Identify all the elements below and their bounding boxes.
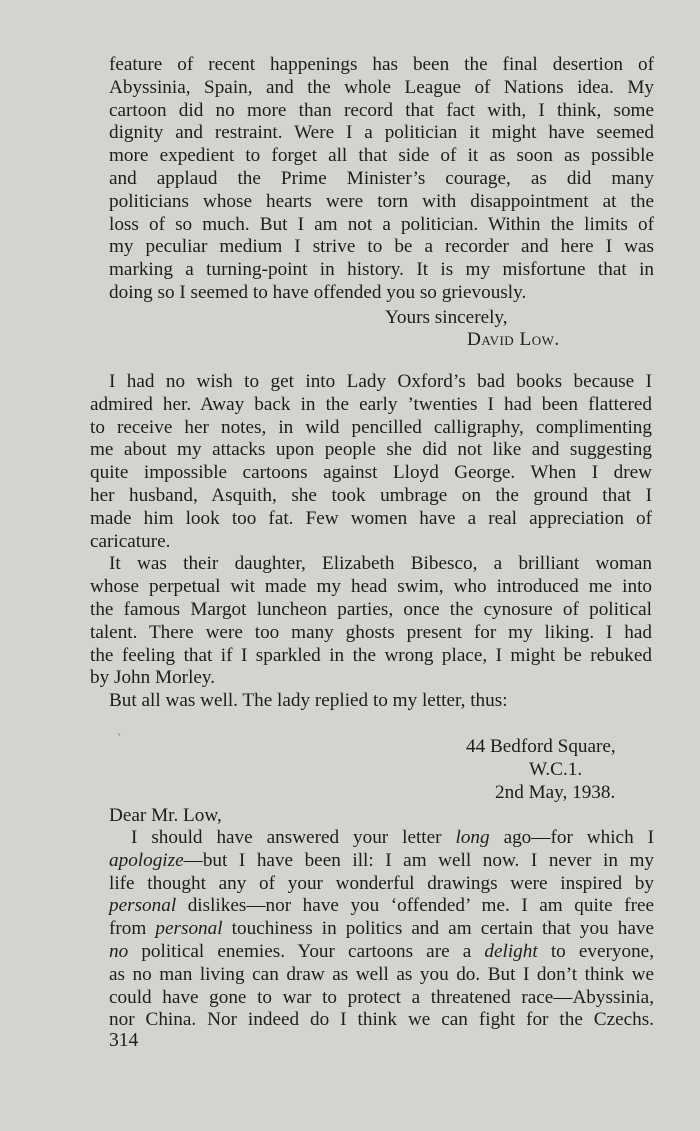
- text-line: could have gone to war to protect a threatened race—Abyssinia,: [109, 986, 654, 1008]
- text-line: life thought any of your wonderful drawings were inspired by: [109, 872, 654, 894]
- salutation: Dear Mr. Low,: [109, 805, 222, 826]
- text-line: Abyssinia, Spain, and the whole League of Nations idea. My: [109, 76, 654, 98]
- text-line: talent. There were too many ghosts present for my liking. I had: [90, 621, 652, 643]
- text-line: by John Morley.: [90, 667, 216, 689]
- text-line: personal dislikes—nor have you ‘offended’ me. I am quite free: [109, 895, 654, 917]
- text-line: quite impossible cartoons against Lloyd George. When I drew: [90, 462, 652, 484]
- text-line: my peculiar medium I strive to be a recorder and here I was: [109, 236, 654, 258]
- text-line: admired her. Away back in the early ’twenties I had been flattered: [90, 393, 652, 415]
- text-line: and applaud the Prime Minister’s courage, as did many: [109, 167, 654, 189]
- closing: Yours sincerely,: [385, 307, 508, 328]
- stray-mark: `: [117, 734, 122, 745]
- text-line: loss of so much. But I am not a politician. Within the limits of: [109, 213, 654, 235]
- narrative: [90, 371, 652, 713]
- address-line-2: W.C.1.: [529, 759, 583, 780]
- signature: David Low.: [467, 329, 560, 350]
- text-line: apologize—but I have been ill: I am well now. I never in my: [109, 849, 654, 871]
- text-line: caricature.: [90, 530, 171, 552]
- text-line: cartoon did no more than record that fact with, I think, some: [109, 99, 654, 121]
- text-line: I had no wish to get into Lady Oxford’s bad books because I: [109, 371, 652, 392]
- text-line: the feeling that if I sparkled in the wrong place, I might be rebuked: [90, 644, 652, 666]
- text-line: politicians whose hearts were torn with disappointment at the: [109, 190, 654, 212]
- text-line: made him look too fat. Few women have a real appreciation of: [90, 507, 652, 529]
- text-line: whose perpetual wit made my head swim, who introduced me into: [90, 576, 652, 598]
- text-line: me about my attacks upon people she did not like and suggesting: [90, 439, 652, 461]
- text-line: to receive her notes, in wild pencilled calligraphy, complimenting: [90, 416, 652, 438]
- text-line: But all was well. The lady replied to my letter, thus:: [109, 690, 508, 712]
- letter-body-oxford: [109, 827, 654, 1032]
- text-line: It was their daughter, Elizabeth Bibesco, a brilliant woman: [109, 553, 652, 575]
- text-line: no political enemies. Your cartoons are a delight to everyone,: [109, 940, 654, 962]
- text-line: her husband, Asquith, she took umbrage on the ground that I: [90, 484, 652, 506]
- text-line: dignity and restraint. Were I a politician it might have seemed: [109, 122, 654, 144]
- text-line: doing so I seemed to have offended you so grievously.: [109, 281, 527, 303]
- letter-date: 2nd May, 1938.: [495, 782, 616, 803]
- text-line: as no man living can draw as well as you do. But I don’t think we: [109, 963, 654, 985]
- text-line: more expedient to forget all that side of it as soon as possible: [109, 145, 654, 167]
- page-number: 314: [109, 1030, 139, 1051]
- text-line: from personal touchiness in politics and am certain that you have: [109, 918, 654, 940]
- letter-body-low: [109, 54, 654, 305]
- address-line-1: 44 Bedford Square,: [466, 736, 616, 757]
- text-line: nor China. Nor indeed do I think we can fight for the Czechs.: [109, 1009, 654, 1031]
- text-line: I should have answered your letter long ago—for which I: [131, 827, 655, 848]
- text-line: feature of recent happenings has been the final desertion of: [109, 54, 654, 75]
- text-line: the famous Margot luncheon parties, once the cynosure of political: [90, 598, 652, 620]
- text-line: marking a turning-point in history. It is my misfortune that in: [109, 259, 654, 281]
